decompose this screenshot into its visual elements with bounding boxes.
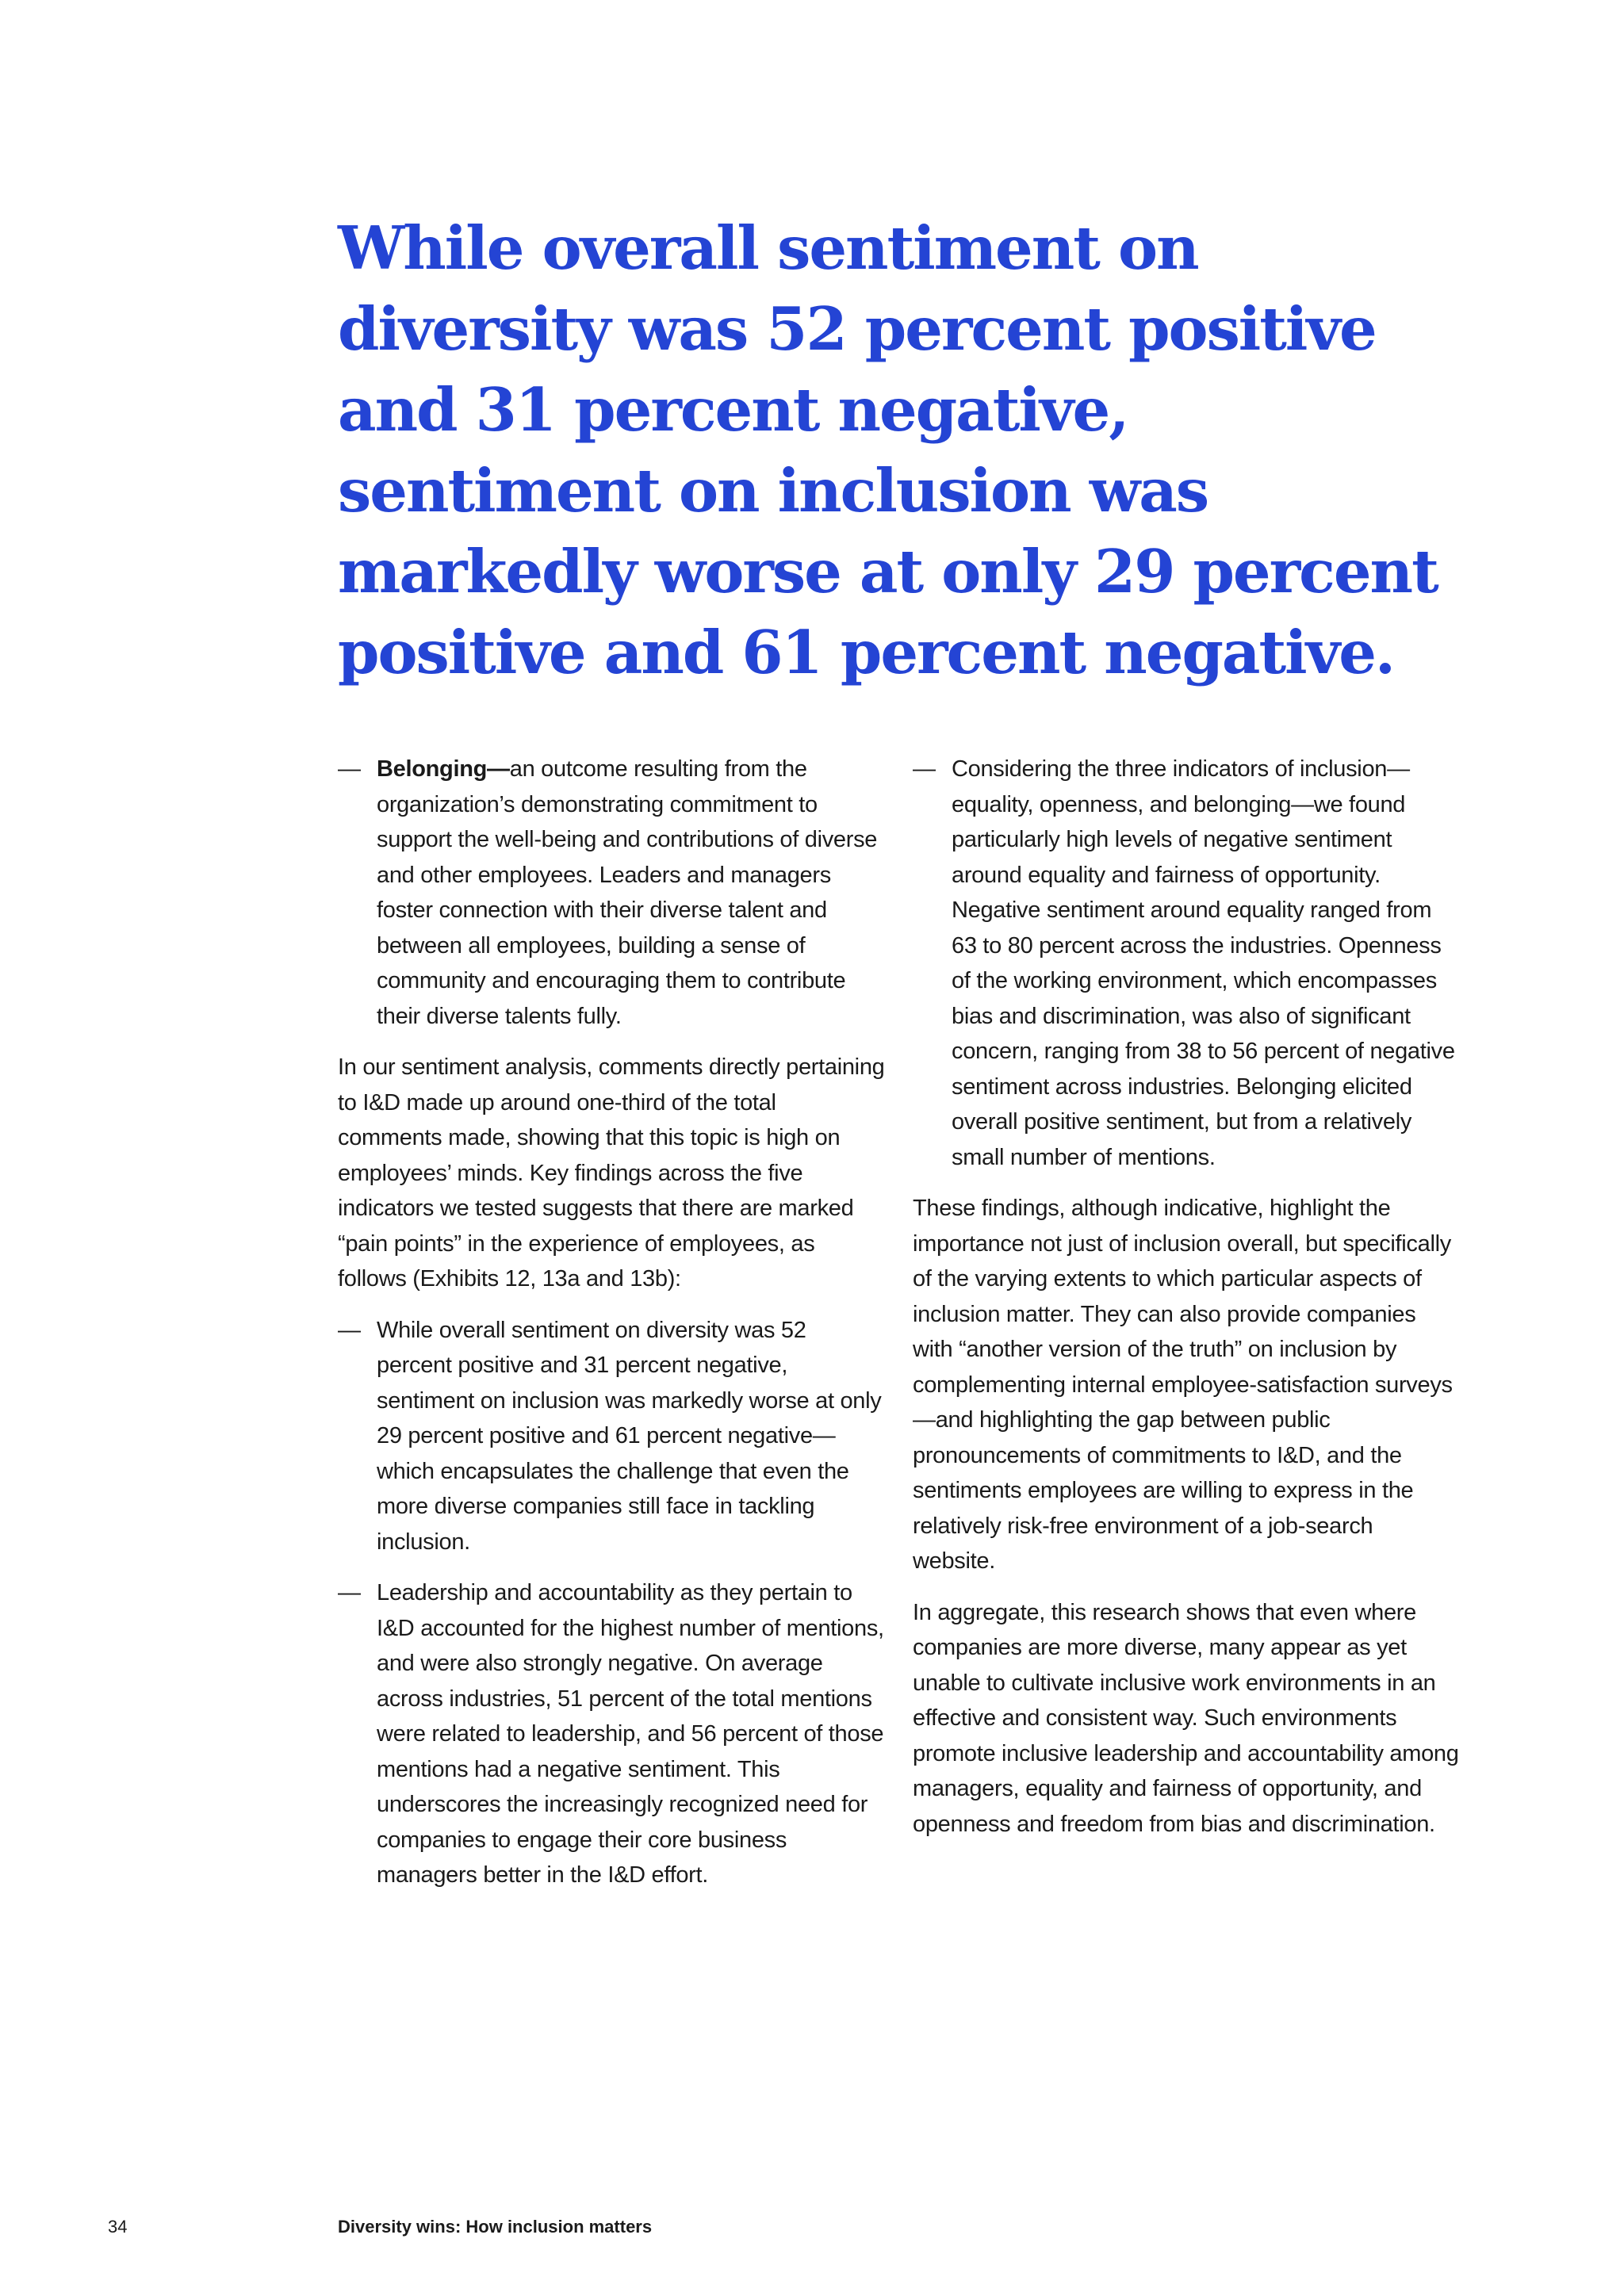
left-column [338, 752, 885, 1909]
belonging-definition-text [377, 752, 885, 1034]
right-column [913, 752, 1460, 1858]
bullet-dash: — [338, 1580, 361, 1605]
list-item [338, 1575, 885, 1893]
belonging-description: an outcome resulting from the organization’s demonstrating commitment to support the well-being and contributions of diverse and other employees. Leaders and managers foster connection with their diverse talent and between all employees, building a sense of community and encouraging them to contribute their diverse talents fully. [377, 756, 878, 1029]
pull-quote-heading: While overall sentiment on diversity was 52 percent positive and 31 percent negative, sentiment on inclusion was markedly worse at only 29 percent positive and 61 percent negative. [338, 213, 1438, 687]
page-number: 34 [108, 2217, 128, 2237]
belonging-definition-item [338, 752, 885, 1034]
sentiment-analysis-paragraph: In our sentiment analysis, comments directly pertaining to I&D made up around one-third of the total comments made, showing that this topic is high on employees’ minds. Key findings across the five indicators we tested suggests that there are marked “pain points” in the experience of employees, as follows (Exhibits 12, 13a and 13b): [338, 1054, 885, 1292]
bullet-dash: — [338, 756, 361, 782]
leadership-accountability-text: Leadership and accountability as they pertain to I&D accounted for the highest number of mentions, and were also strongly negative. On average across industries, 51 percent of the total mentions were related to leadership, and 56 percent of those mentions had a negative sentiment. This underscores the increasingly recognized need for companies to engage their core business managers better in the I&D effort. [377, 1580, 884, 1888]
running-title: Diversity wins: How inclusion matters [338, 2217, 653, 2237]
bullet-dash: — [913, 756, 936, 782]
aggregate-paragraph: In aggregate, this research shows that even where companies are more diverse, many appear as yet unable to cultivate inclusive work environments in an effective and consistent way. Such environments promote inclusive leadership and accountability among managers, equality and fairness of opportunity, and openness and freedom from bias and discrimination. [913, 1599, 1459, 1837]
bullet-dash: — [338, 1317, 361, 1343]
findings-paragraph: These findings, although indicative, highlight the importance not just of inclusion overall, but specifically of the varying extents to which particular aspects of inclusion matter. They can also provide companies with “another version of the truth” on inclusion by complementing internal employee-satisfaction surveys—and highlighting the gap between public pronouncements of commitments to I&D, and the sentiments employees are willing to express in the relatively risk-free environment of a job-search website. [913, 1196, 1453, 1574]
belonging-term: Belonging— [377, 756, 510, 782]
inclusion-indicators-text: Considering the three indicators of inclusion—equality, openness, and belonging—we found particularly high levels of negative sentiment around equality and fairness of opportunity. Negative sentiment around equality ranged from 63 to 80 percent across the industries. Openness of the working environment, which encompasses bias and discrimination, was also of significant concern, ranging from 38 to 56 percent of negative sentiment across industries. Belonging elicited overall positive sentiment, but from a relatively small number of mentions. [952, 756, 1455, 1170]
diversity-inclusion-sentiment-text: While overall sentiment on diversity was 52 percent positive and 31 percent negative, sentiment on inclusion was markedly worse at only 29 percent positive and 61 percent negative—which encapsulates the challenge that even the more diverse companies still face in tackling inclusion. [377, 1317, 882, 1555]
list-item [338, 1313, 885, 1560]
list-item [913, 752, 1460, 1175]
